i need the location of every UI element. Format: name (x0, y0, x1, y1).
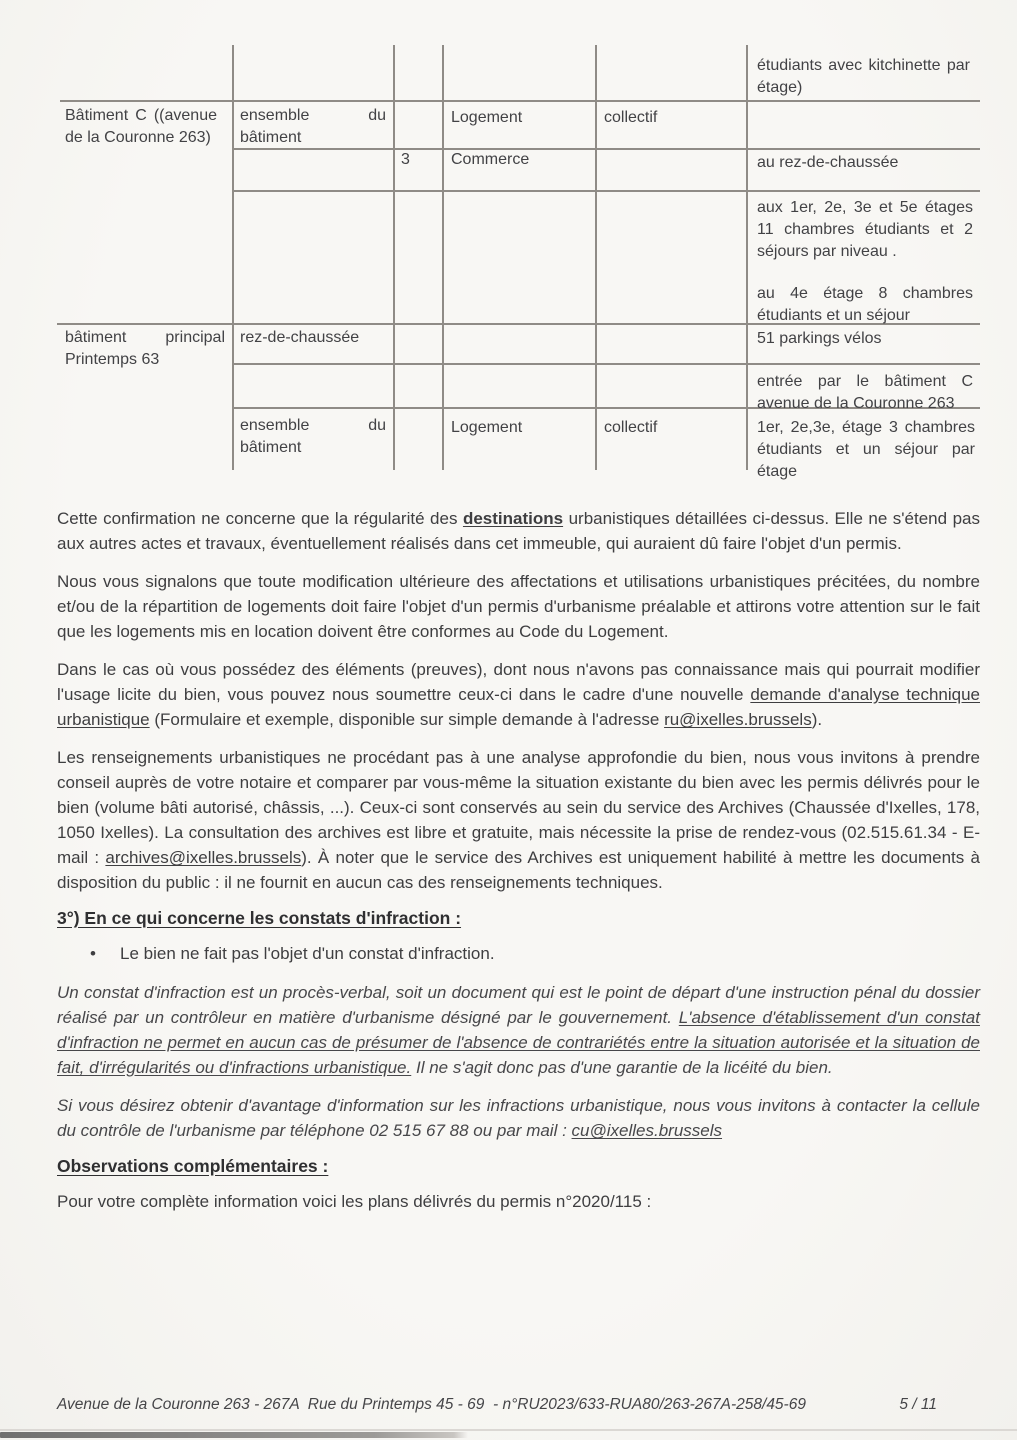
note-text: Un constat d'infraction est un procès-verbal, soit un document qui est le point de départ d'une instruction pénal du dossier réalisé par un contrôleur en matière d'urbanisme désigné par le gouvernement. (57, 983, 980, 1027)
table-hline (232, 190, 980, 192)
note-text: Il ne s'agit donc pas d'une garantie de la licéité du bien. (411, 1058, 833, 1077)
paragraph-modification: Nous vous signalons que toute modification ultérieure des affectations et utilisations urbanistiques précitées, du nombre et/ou de la répartition de logements doit faire l'objet d'un permis d'urbanisme préalable et attirons votre attention sur le fait que les logements mis en location doivent être conformes au Code du Logement. (57, 572, 980, 641)
table-cell-details: au 4e étage 8 chambres étudiants et un séjour (757, 285, 973, 324)
table-hline (232, 363, 980, 365)
table-cell-mode: collectif (604, 419, 658, 436)
note-contact-cellule (57, 1093, 980, 1143)
page-number: 5 / 11 (899, 1396, 937, 1413)
email-archives-ixelles: archives@ixelles.brussels (105, 848, 302, 867)
table-cell-building-principal: bâtiment principal Printemps 63 (65, 329, 225, 368)
page-footer (57, 1396, 937, 1414)
paragraph-preuves (57, 657, 980, 732)
table-cell-details: 1er, 2e,3e, étage 3 chambres étudiants et un séjour par étage (757, 419, 975, 480)
footer-reference: Avenue de la Couronne 263 - 267A Rue du Printemps 45 - 69 - n°RU2023/633-RUA80/263-267A-258/45-69 (57, 1396, 806, 1413)
bullet-marker: • (90, 944, 96, 963)
note-text: Si vous désirez obtenir d'avantage d'information sur les infractions urbanistique, nous vous invitons à contacter la cellule du contrôle de l'urbanisme par téléphone 02 515 67 88 ou par mail : (57, 1096, 980, 1140)
table-hline (60, 100, 980, 102)
section-heading-observations: Observations complémentaires : (57, 1156, 329, 1176)
paragraph-confirmation (57, 506, 980, 556)
document-body (57, 506, 980, 1227)
bullet-text: Le bien ne fait pas l'objet d'un constat d'infraction. (120, 944, 495, 963)
email-cu-ixelles: cu@ixelles.brussels (571, 1121, 723, 1140)
table-cell-building-c: Bâtiment C ((avenue de la Couronne 263) (65, 107, 217, 146)
analyse-technique-underline: demande d'analyse technique urbanistique (57, 685, 980, 729)
paragraph-text: ). À noter que le service des Archives est uniquement habilité à mettre les documents à disposition du public : il ne fournit en aucun cas des renseignements techniques. (57, 848, 980, 892)
table-cell-details: au rez-de-chaussée (757, 154, 899, 171)
paragraph-text: Cette confirmation ne concerne que la régularité des (57, 509, 463, 528)
table-cell-mode: collectif (604, 109, 658, 126)
paragraph-observations: Pour votre complète information voici les plans délivrés du permis n°2020/115 : (57, 1192, 652, 1211)
paragraph-archives (57, 745, 980, 895)
section-heading-infractions: 3°) En ce qui concerne les constats d'infraction : (57, 908, 462, 928)
paragraph-text: (Formulaire et exemple, disponible sur simple demande à l'adresse (149, 710, 665, 729)
scan-edge-line (0, 1429, 1017, 1431)
note-constat-definition (57, 980, 980, 1080)
paragraph-text: Dans le cas où vous possédez des éléments (preuves), dont nous n'avons pas connaissance mais qui pourrait modifier l'usage licite du bien, vous pouvez nous soumettre ceux-ci dans le cadre d'une nouvelle (57, 660, 980, 704)
destinations-emphasis: destinations (462, 509, 564, 528)
scan-edge-artifact (0, 1432, 468, 1438)
paragraph-text: Les renseignements urbanistiques ne procédant pas à une analyse approfondie du bien, nous vous invitons à prendre conseil auprès de votre notaire et comparer par vous-même la situation existante du bien avec les permis délivrés pour le bien (volume bâti autorisé, châssis, ...). Ceux-ci sont conservés au sein du service des Archives (Chaussée d'Ixelles, 178, 1050 Ixelles). La consultation des archives est libre et gratuite, mais nécessite la prise de rendez-vous (02.515.61.34 - E-mail : (57, 748, 980, 867)
table-cell-destination: Logement (451, 109, 523, 126)
note-underlined-warning: L'absence d'établissement d'un constat d'infraction ne permet en aucun cas de présumer de l'absence de contrariétés entre la situation autorisée et la situation de fait, d'irrégularités ou d'infractions urbanistique. (57, 1008, 980, 1077)
destinations-table (57, 45, 980, 483)
table-cell-destination: Commerce (451, 151, 530, 168)
table-cell-scope: rez-de-chaussée (240, 329, 360, 346)
table-cell-count: 3 (401, 151, 410, 168)
table-cell-details: 51 parkings vélos (757, 330, 882, 347)
bullet-item-no-infraction (57, 941, 980, 966)
table-cell-scope: ensemble du bâtiment (240, 417, 386, 456)
table-cell-destination: Logement (451, 419, 523, 436)
email-ru-ixelles: ru@ixelles.brussels (664, 710, 812, 729)
table-cell-details-continuation: étudiants avec kitchinette par étage) (757, 57, 970, 96)
table-cell-details: entrée par le bâtiment C avenue de la Couronne 263 (757, 373, 973, 412)
paragraph-text: ). (811, 710, 823, 729)
table-cell-scope: ensemble du bâtiment (240, 107, 386, 146)
table-cell-details: aux 1er, 2e, 3e et 5e étages 11 chambres étudiants et 2 séjours par niveau . (757, 199, 973, 260)
paragraph-text: urbanistiques détaillées ci-dessus. Elle ne s'étend pas aux autres actes et travaux, éventuellement réalisés dans cet immeuble, qui auraient dû faire l'objet d'un permis. (57, 509, 980, 553)
